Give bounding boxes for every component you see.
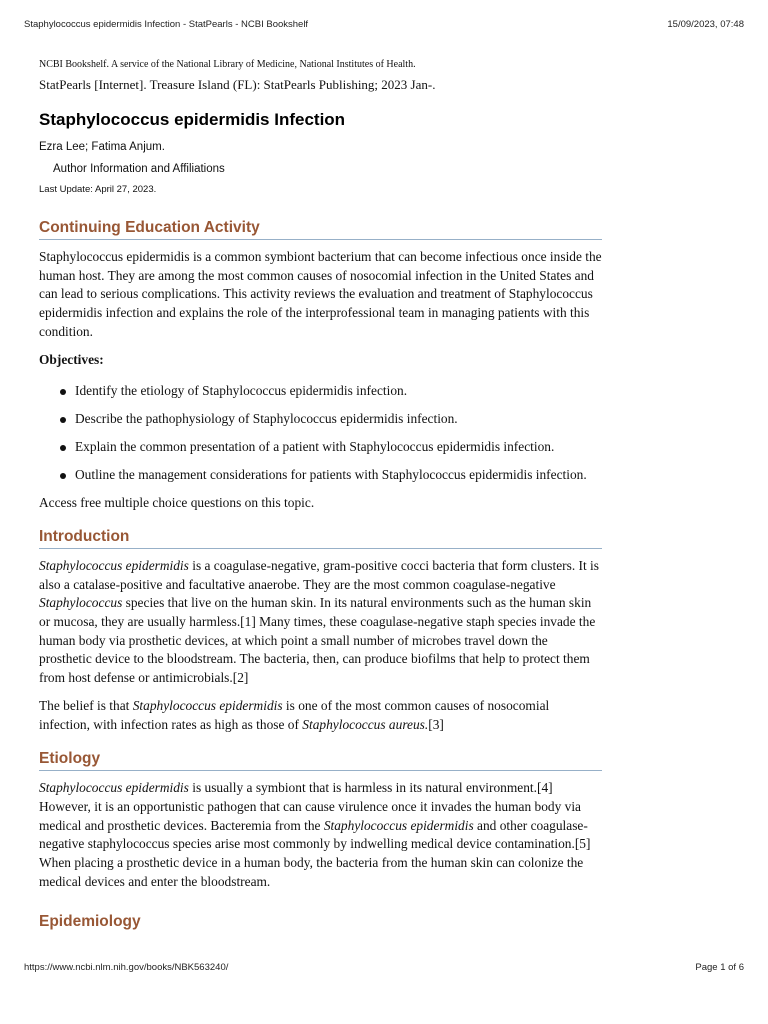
mcq-access-link[interactable]: Access free multiple choice questions on this topic.: [39, 495, 315, 511]
citation: StatPearls [Internet]. Treasure Island (FL): StatPearls Publishing; 2023 Jan-.: [39, 77, 436, 92]
list-item: Identify the etiology of Staphylococcus epidermidis infection.: [39, 382, 602, 401]
page-title: Staphylococcus epidermidis Infection: [39, 110, 346, 129]
print-header-datetime: 15/09/2023, 07:48: [667, 19, 744, 30]
print-footer: [24, 962, 744, 973]
print-header: [24, 19, 744, 30]
article-content: [39, 58, 602, 933]
bullet-icon: [60, 445, 66, 451]
authors: Ezra Lee; Fatima Anjum.: [39, 141, 165, 153]
last-update: Last Update: April 27, 2023.: [39, 184, 157, 195]
heading-etiology: Etiology: [39, 749, 602, 771]
print-header-title: Staphylococcus epidermidis Infection - StatPearls - NCBI Bookshelf: [24, 19, 309, 30]
heading-epidemiology: Epidemiology: [39, 913, 141, 931]
intro-paragraph-2: The belief is that Staphylococcus epidermidis is one of the most common causes of nosocomial infection, with infection rates as high as those of Staphylococcus aureus.[3]: [39, 697, 550, 732]
bullet-icon: [60, 473, 66, 479]
objectives-label: Objectives:: [39, 351, 104, 367]
ce-paragraph: Staphylococcus epidermidis is a common symbiont bacterium that can become infectious once inside the human host. They are among the most common causes of nosocomial infection in the United States and can lead to serious complications. This activity reviews the evaluation and treatment of Staphylococcus epidermidis infection and explains the role of the interprofessional team in managing patients with this condition.: [39, 249, 602, 339]
bullet-icon: [60, 417, 66, 423]
author-affiliations-link[interactable]: Author Information and Affiliations: [53, 163, 225, 175]
list-item: Outline the management considerations for patients with Staphylococcus epidermidis infection.: [39, 466, 602, 485]
heading-continuing-education: Continuing Education Activity: [39, 218, 602, 240]
heading-introduction: Introduction: [39, 527, 602, 549]
bullet-icon: [60, 389, 66, 395]
print-footer-page: Page 1 of 6: [695, 962, 744, 973]
print-footer-url: https://www.ncbi.nlm.nih.gov/books/NBK563240/: [24, 962, 229, 973]
list-item: Describe the pathophysiology of Staphylococcus epidermidis infection.: [39, 410, 602, 429]
bookshelf-attribution: NCBI Bookshelf. A service of the National Library of Medicine, National Institutes of Health.: [39, 59, 416, 70]
list-item: Explain the common presentation of a patient with Staphylococcus epidermidis infection.: [39, 438, 602, 457]
objectives-list: [39, 382, 602, 485]
intro-paragraph-1: Staphylococcus epidermidis is a coagulase-negative, gram-positive cocci bacteria that form clusters. It is also a catalase-positive and facultative anaerobe. They are the most common coagulase-negative Staphylococcus species that live on the human skin. In its natural environments such as the human skin or mucosa, they are usually harmless.[1] Many times, these coagulase-negative staph species invade the human body via prosthetic devices, at which point a small number of microbes travel down the prosthetic device to the bloodstream. The bacteria, then, can produce biofilms that help to protect them from host defense or antimicrobials.[2]: [39, 557, 599, 686]
etiology-paragraph: Staphylococcus epidermidis is usually a symbiont that is harmless in its natural environment.[4] However, it is an opportunistic pathogen that can cause virulence once it invades the human body via medical and prosthetic devices. Bacteremia from the Staphylococcus epidermidis and other coagulase-negative staphylococcus species arise most commonly by indwelling medical device contamination.[5] When placing a prosthetic device in a human body, the bacteria from the human skin can colonize the medical devices and enter the bloodstream.: [39, 780, 591, 889]
